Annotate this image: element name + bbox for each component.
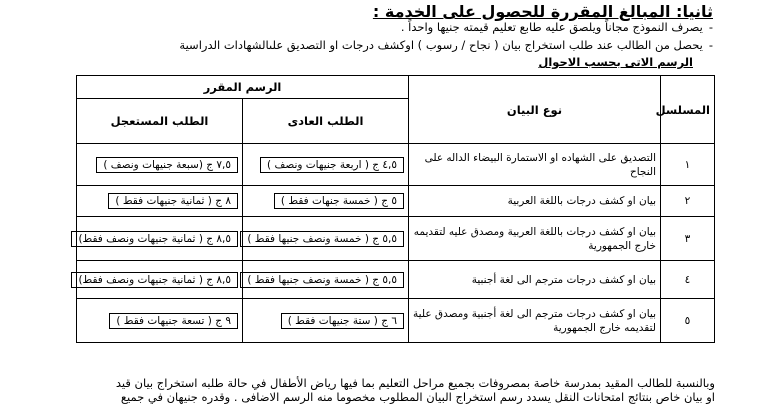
cell-regular-text: ٥ ج ( خمسة جنهات فقط ) [274, 193, 404, 209]
cell-type-text: بيان او كشف درجات باللغة العربية ومصدق عليه لتقديمه خارج الجمهورية [413, 225, 656, 252]
cell-serial-text: ٣ [684, 232, 691, 245]
cell-regular [243, 261, 409, 299]
section-heading: ثانيا: المبالغ المقررة للحصول على الخدمة : [372, 2, 713, 21]
cell-type-text: بيان او كشف درجات مترجم الى لغة أجنبية [471, 273, 656, 286]
cell-type [409, 217, 661, 261]
cell-urgent [76, 299, 242, 343]
cell-urgent-text: ٧,٥ ج (سبعة جنيهات ونصف ) [96, 157, 238, 173]
cell-urgent-text: ٩ ج ( تسعة جنيهات فقط ) [109, 313, 238, 329]
bullet-dash: - [708, 38, 713, 52]
header-serial: المسلسل [661, 76, 715, 144]
table-row [76, 186, 714, 217]
table-row [76, 144, 714, 186]
cell-serial-text: ١ [684, 158, 691, 171]
cell-type [409, 144, 661, 186]
cell-type [409, 186, 661, 217]
cell-regular-text: ٦ ج ( ستة جنيهات فقط ) [281, 313, 404, 329]
cell-serial [661, 144, 715, 186]
cell-regular-text: ٤,٥ ج ( اربعة جنيهات ونصف ) [260, 157, 404, 173]
cell-serial [661, 299, 715, 343]
fees-table [76, 75, 715, 343]
cell-type-text: التصديق على الشهاده او الاستمارة البيضاء الداله على النجاح [424, 151, 656, 178]
bullet-item [179, 38, 713, 52]
header-fee: الرسم المقرر [76, 76, 408, 99]
table-row [76, 261, 714, 299]
cell-regular [243, 217, 409, 261]
footer-line: او بيان خاص بنتائج امتحانات النقل يسدد رسم استخراج البيان المطلوب مخصوما منه الرسم الاضافى . وقدره جنيهان في جميع [120, 390, 715, 404]
cell-urgent [76, 144, 242, 186]
cell-serial [661, 261, 715, 299]
footer-line: وبالنسبة للطالب المقيد بمدرسة خاصة بمصروفات بجميع مراحل التعليم بما فيها رياض الأطفال في حالة طلبه استخراج بيان قيد [115, 376, 715, 390]
cell-urgent-text: ٨,٥ ج ( ثمانية جنيهات ونصف فقط) [71, 231, 238, 247]
bullet-item [401, 20, 713, 34]
header-type: نوع البيان [409, 76, 661, 144]
bullet-text: يحصل من الطالب عند طلب استخراج بيان ( نجاح / رسوب ) اوكشف درجات او التصديق علىالشهادات الدراسية [179, 38, 703, 52]
cell-serial-text: ٥ [684, 314, 691, 327]
cell-urgent [76, 217, 242, 261]
cell-serial-text: ٢ [684, 195, 691, 207]
cell-regular [243, 299, 409, 343]
header-urgent: الطلب المستعجل [76, 99, 242, 144]
table-row [76, 217, 714, 261]
fees-subtitle: الرسم الاتى بحسب الاحوال [538, 55, 693, 69]
cell-serial [661, 186, 715, 217]
cell-regular-text: ٥,٥ ج ( خمسة ونصف جنيها فقط ) [240, 272, 404, 288]
bullet-text: يصرف النموذج مجاناً ويلصق عليه طابع تعليم قيمته جنيها واحداً . [400, 20, 703, 34]
cell-type [409, 261, 661, 299]
cell-regular [243, 186, 409, 217]
cell-urgent-text: ٨,٥ ج ( ثمانية جنيهات ونصف فقط) [71, 272, 238, 288]
cell-type-text: بيان او كشف درجات مترجم الى لغة أجنبية ومصدق علية لتقديمه خارج الجمهورية [413, 307, 656, 334]
cell-urgent [76, 186, 242, 217]
cell-serial [661, 217, 715, 261]
cell-regular-text: ٥,٥ ج ( خمسة ونصف جنيها فقط ) [240, 231, 404, 247]
cell-serial-text: ٤ [684, 273, 691, 286]
footer-paragraph [15, 376, 715, 404]
cell-regular [243, 144, 409, 186]
cell-urgent [76, 261, 242, 299]
header-regular: الطلب العادى [243, 99, 409, 144]
cell-type [409, 299, 661, 343]
cell-type-text: بيان او كشف درجات باللغة العربية [507, 195, 656, 207]
bullet-dash: - [708, 20, 713, 34]
cell-urgent-text: ٨ ج ( ثمانية جنيهات فقط ) [108, 193, 238, 209]
table-row [76, 299, 714, 343]
